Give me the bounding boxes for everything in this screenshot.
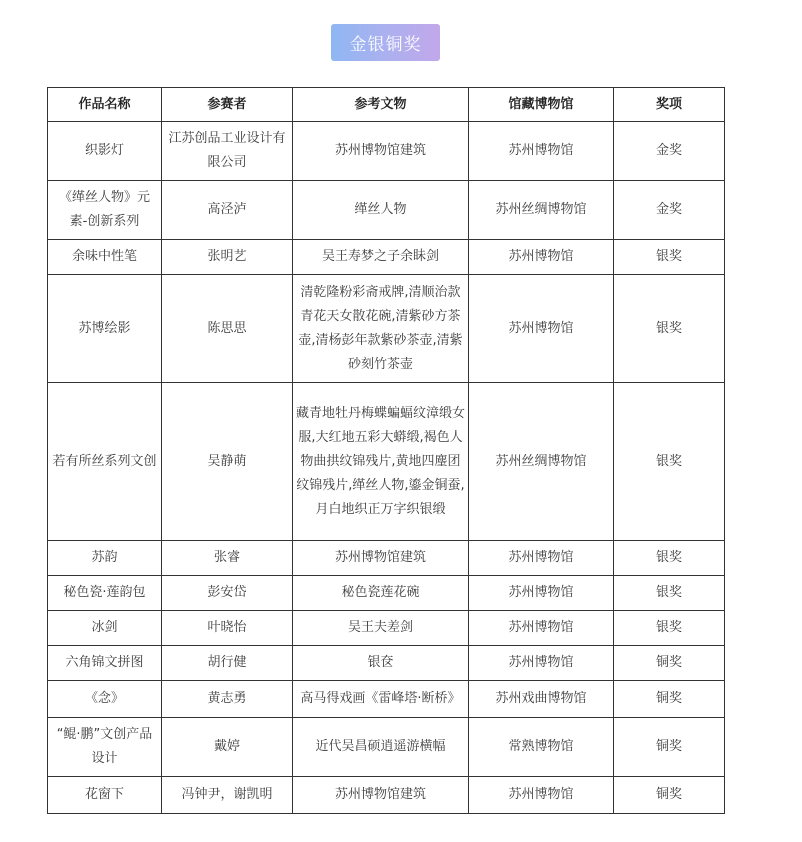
cell-award: 铜奖 <box>614 777 725 814</box>
table-row <box>48 383 725 541</box>
section-banner <box>331 24 440 61</box>
cell-reference-relic: 吴王寿梦之子余眛剑 <box>293 240 469 275</box>
cell-award: 铜奖 <box>614 681 725 718</box>
cell-work-name: 织影灯 <box>48 122 162 181</box>
cell-participant: 张明艺 <box>162 240 293 275</box>
cell-reference-relic: 清乾隆粉彩斋戒牌,清顺治款青花天女散花碗,清紫砂方茶壶,清杨彭年款紫砂茶壶,清紫砂刻竹茶壶 <box>293 275 469 383</box>
table-row <box>48 777 725 814</box>
cell-museum: 苏州博物馆 <box>469 576 614 611</box>
cell-reference-relic: 近代吴昌硕逍遥游横幅 <box>293 718 469 777</box>
table-row <box>48 681 725 718</box>
table-row <box>48 122 725 181</box>
cell-participant: 吴静萌 <box>162 383 293 541</box>
cell-reference-relic: 银奁 <box>293 646 469 681</box>
cell-participant: 彭安岱 <box>162 576 293 611</box>
cell-museum: 苏州博物馆 <box>469 777 614 814</box>
header-participant: 参赛者 <box>162 88 293 122</box>
cell-museum: 苏州戏曲博物馆 <box>469 681 614 718</box>
cell-work-name: 余味中性笔 <box>48 240 162 275</box>
cell-reference-relic: 缂丝人物 <box>293 181 469 240</box>
table-row <box>48 611 725 646</box>
cell-participant: 张睿 <box>162 541 293 576</box>
cell-participant: 陈思思 <box>162 275 293 383</box>
header-museum: 馆藏博物馆 <box>469 88 614 122</box>
cell-participant: 胡行健 <box>162 646 293 681</box>
table-row <box>48 541 725 576</box>
cell-reference-relic: 高马得戏画《雷峰塔·断桥》 <box>293 681 469 718</box>
cell-museum: 苏州博物馆 <box>469 541 614 576</box>
cell-participant: 冯钟尹，谢凯明 <box>162 777 293 814</box>
cell-award: 铜奖 <box>614 718 725 777</box>
header-reference-relic: 参考文物 <box>293 88 469 122</box>
cell-award: 银奖 <box>614 576 725 611</box>
cell-participant: 叶晓怡 <box>162 611 293 646</box>
cell-award: 铜奖 <box>614 646 725 681</box>
cell-award: 银奖 <box>614 383 725 541</box>
cell-museum: 苏州博物馆 <box>469 240 614 275</box>
table-row <box>48 275 725 383</box>
cell-reference-relic: 苏州博物馆建筑 <box>293 777 469 814</box>
awards-table <box>47 87 725 814</box>
cell-work-name: 苏韵 <box>48 541 162 576</box>
cell-participant: 黄志勇 <box>162 681 293 718</box>
cell-work-name: 花窗下 <box>48 777 162 814</box>
cell-work-name: 《缂丝人物》元素-创新系列 <box>48 181 162 240</box>
table-row <box>48 576 725 611</box>
table-row <box>48 181 725 240</box>
cell-work-name: 秘色瓷·莲韵包 <box>48 576 162 611</box>
header-award: 奖项 <box>614 88 725 122</box>
table-row <box>48 240 725 275</box>
cell-reference-relic: 藏青地牡丹梅蝶蝙蝠纹漳缎女服,大红地五彩大蟒缎,褐色人物曲拱纹锦残片,黄地四麈团纹锦残片,缂丝人物,鎏金铜蚕,月白地织正万字织银缎 <box>293 383 469 541</box>
cell-participant: 江苏创品工业设计有限公司 <box>162 122 293 181</box>
cell-award: 金奖 <box>614 122 725 181</box>
banner-title: 金银铜奖 <box>349 35 422 55</box>
table-row <box>48 718 725 777</box>
cell-work-name: “鲲·鹏”文创产品设计 <box>48 718 162 777</box>
cell-work-name: 《念》 <box>48 681 162 718</box>
cell-award: 银奖 <box>614 275 725 383</box>
cell-museum: 苏州丝绸博物馆 <box>469 181 614 240</box>
cell-award: 银奖 <box>614 541 725 576</box>
cell-museum: 苏州博物馆 <box>469 275 614 383</box>
cell-museum: 苏州丝绸博物馆 <box>469 383 614 541</box>
cell-award: 银奖 <box>614 240 725 275</box>
cell-museum: 常熟博物馆 <box>469 718 614 777</box>
cell-work-name: 若有所丝系列文创 <box>48 383 162 541</box>
table-row <box>48 646 725 681</box>
cell-participant: 戴婷 <box>162 718 293 777</box>
cell-museum: 苏州博物馆 <box>469 646 614 681</box>
header-work-name: 作品名称 <box>48 88 162 122</box>
cell-reference-relic: 苏州博物馆建筑 <box>293 122 469 181</box>
cell-award: 银奖 <box>614 611 725 646</box>
cell-reference-relic: 秘色瓷莲花碗 <box>293 576 469 611</box>
table-header-row <box>48 88 725 122</box>
cell-work-name: 六角锦文拼图 <box>48 646 162 681</box>
cell-award: 金奖 <box>614 181 725 240</box>
cell-museum: 苏州博物馆 <box>469 122 614 181</box>
cell-reference-relic: 吴王夫差剑 <box>293 611 469 646</box>
cell-participant: 高泾泸 <box>162 181 293 240</box>
cell-work-name: 苏博绘影 <box>48 275 162 383</box>
cell-work-name: 冰剑 <box>48 611 162 646</box>
cell-reference-relic: 苏州博物馆建筑 <box>293 541 469 576</box>
cell-museum: 苏州博物馆 <box>469 611 614 646</box>
